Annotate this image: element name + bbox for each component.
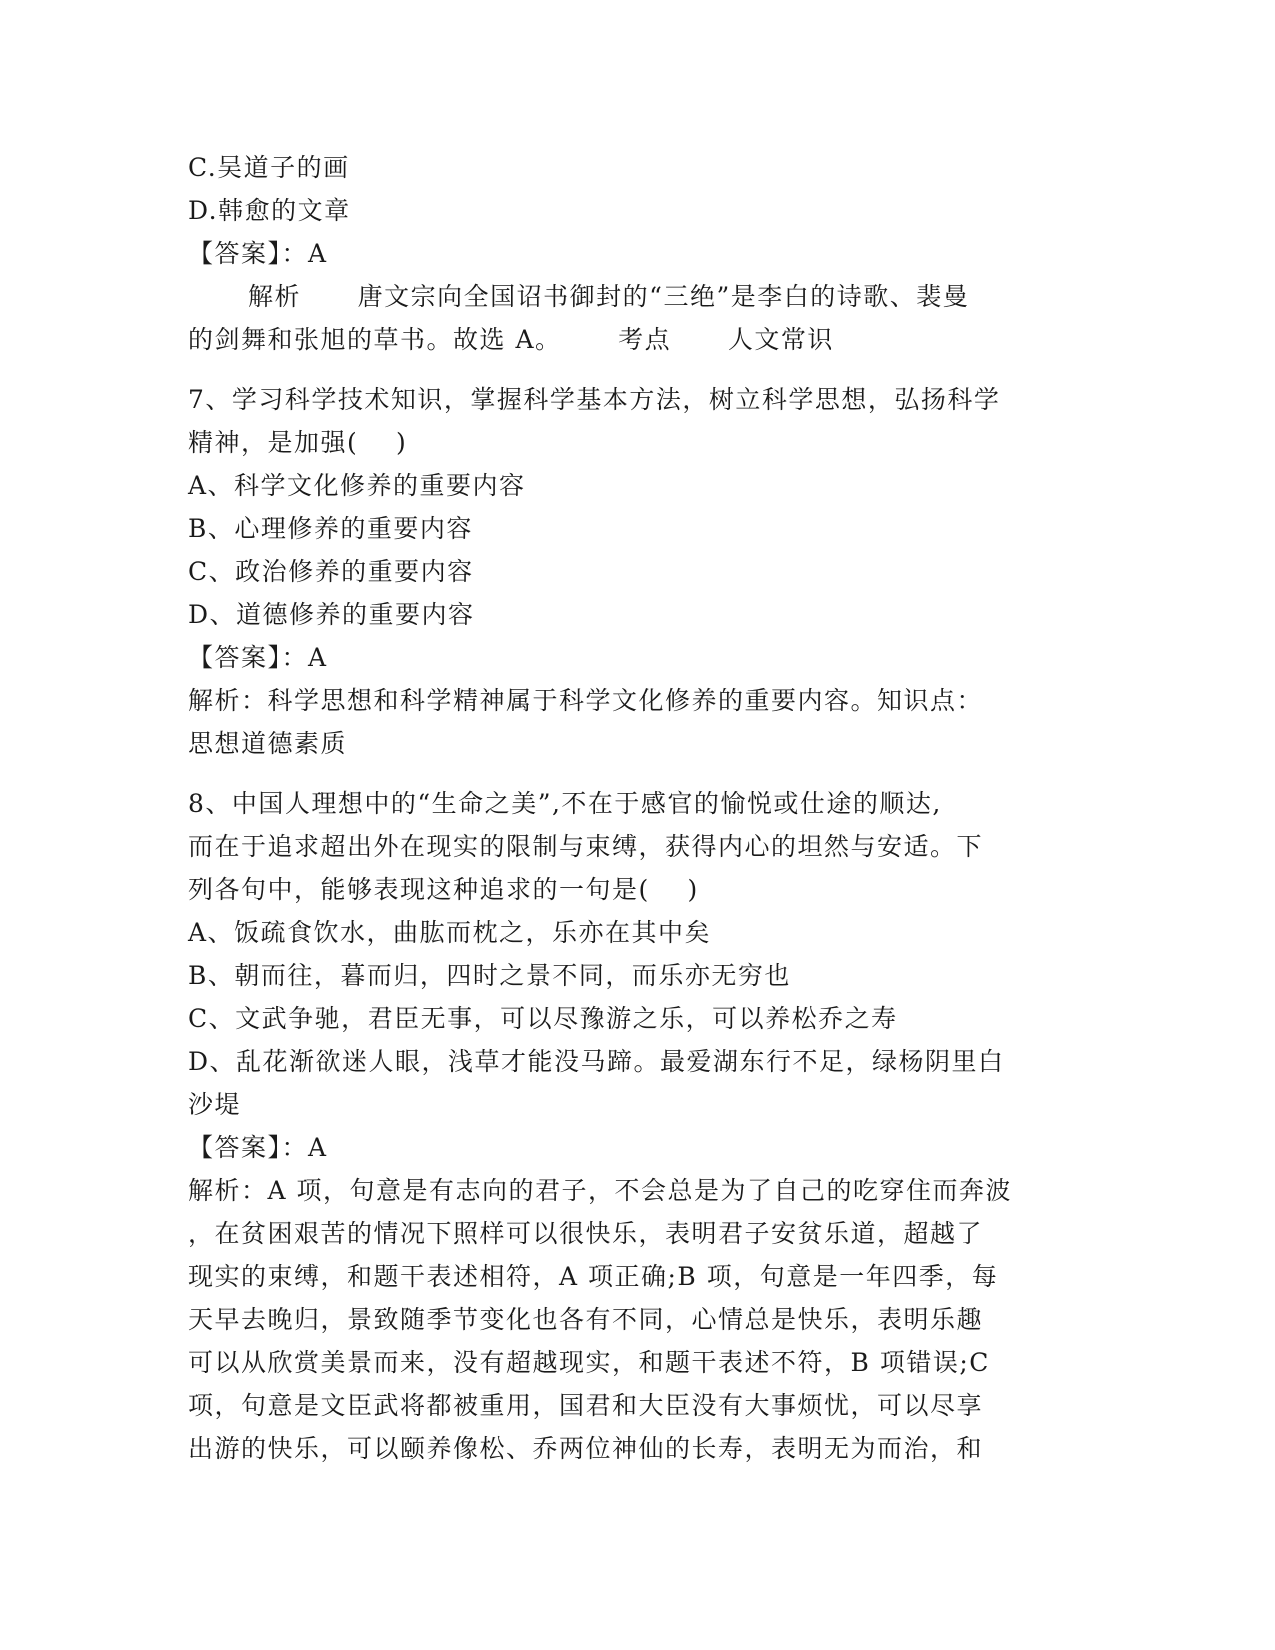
question-7	[188, 378, 1088, 765]
option-c: C、文武争驰，君臣无事，可以尽豫游之乐，可以养松乔之寿	[188, 1004, 898, 1033]
option-d: D.韩愈的文章	[188, 196, 351, 225]
option-b: B、朝而往，暮而归，四时之景不同，而乐亦无穷也	[188, 961, 791, 990]
question-stem: 列各句中，能够表现这种追求的一句是( )	[188, 875, 699, 904]
option-d: D、乱花渐欲迷人眼，浅草才能没马蹄。最爱湖东行不足，绿杨阴里白	[188, 1047, 1005, 1076]
spacer	[188, 765, 1088, 782]
option-d-continued: 沙堤	[188, 1090, 242, 1119]
explanation-line: 项，句意是文臣武将都被重用，国君和大臣没有大事烦忧，可以尽享	[188, 1391, 984, 1420]
answer: 【答案】：A	[188, 1133, 328, 1162]
explanation-line: 的剑舞和张旭的草书。故选 A。 考点 人文常识	[188, 325, 834, 354]
question-8	[188, 782, 1088, 1470]
explanation-line: 解析：A 项，句意是有志向的君子，不会总是为了自己的吃穿住而奔波	[188, 1176, 1013, 1205]
question-stem: 精神，是加强( )	[188, 428, 408, 457]
option-a: A、科学文化修养的重要内容	[188, 471, 526, 500]
answer: 【答案】：A	[188, 239, 328, 268]
answer: 【答案】：A	[188, 643, 328, 672]
document-page	[188, 146, 1088, 1470]
option-a: A、饭疏食饮水，曲肱而枕之，乐亦在其中矣	[188, 918, 712, 947]
option-c: C、政治修养的重要内容	[188, 557, 474, 586]
question-stem: 8、中国人理想中的“生命之美”,不在于感官的愉悦或仕途的顺达,	[188, 789, 942, 818]
explanation-line: 解析 唐文宗向全国诏书御封的“三绝”是李白的诗歌、裴曼	[248, 282, 970, 311]
option-b: B、心理修养的重要内容	[188, 514, 473, 543]
option-c: C.吴道子的画	[188, 153, 350, 182]
spacer	[188, 361, 1088, 378]
option-d: D、道德修养的重要内容	[188, 600, 475, 629]
question-6-tail	[188, 146, 1088, 361]
question-stem: 而在于追求超出外在现实的限制与束缚，获得内心的坦然与安适。下	[188, 832, 984, 861]
explanation-line: 出游的快乐，可以颐养像松、乔两位神仙的长寿，表明无为而治，和	[188, 1434, 984, 1463]
explanation-line: 思想道德素质	[188, 729, 348, 758]
explanation-line: 可以从欣赏美景而来，没有超越现实，和题干表述不符，B 项错误;C	[188, 1348, 990, 1377]
explanation-line: 天早去晚归，景致随季节变化也各有不同，心情总是快乐，表明乐趣	[188, 1305, 984, 1334]
question-stem: 7、学习科学技术知识，掌握科学基本方法，树立科学思想，弘扬科学	[188, 385, 1001, 414]
explanation-line: 现实的束缚，和题干表述相符，A 项正确;B 项，句意是一年四季，每	[188, 1262, 999, 1291]
explanation-line: 解析：科学思想和科学精神属于科学文化修养的重要内容。知识点：	[188, 686, 984, 715]
explanation-line: ，在贫困艰苦的情况下照样可以很快乐，表明君子安贫乐道，超越了	[188, 1219, 984, 1248]
